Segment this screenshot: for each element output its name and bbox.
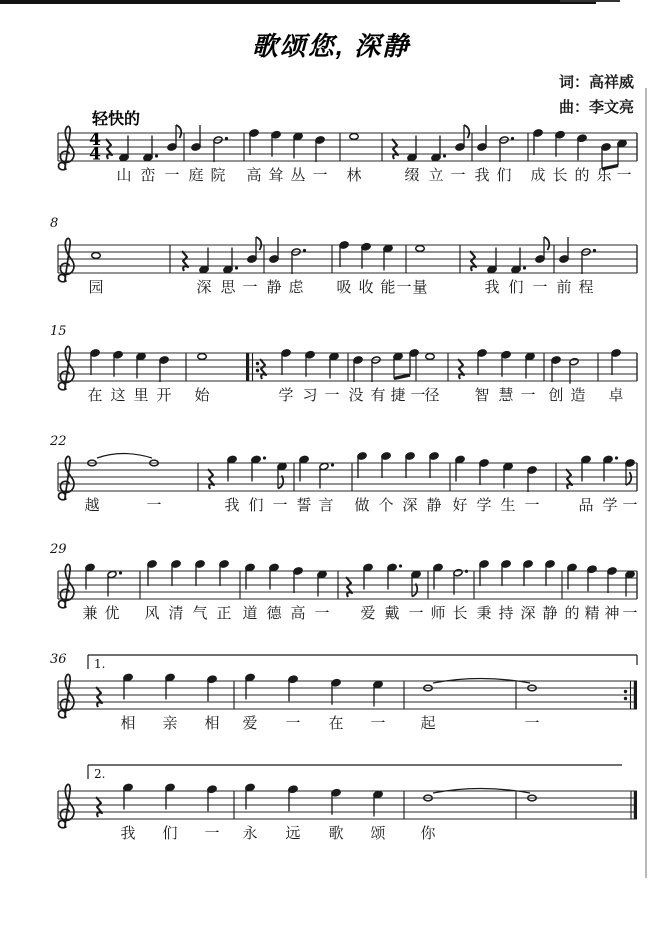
measure-number: 22 <box>50 434 67 449</box>
quarter-rest <box>470 251 476 271</box>
lyric-syllable: 乐 <box>596 167 612 184</box>
lyric-syllable: 能 <box>380 279 396 296</box>
lyric-syllable: 高 <box>246 167 262 184</box>
lyric-syllable: 一 <box>616 167 632 184</box>
augmentation-dot <box>331 463 334 466</box>
lyric-syllable: 长 <box>452 605 468 622</box>
augmentation-dot <box>263 456 266 459</box>
note-head <box>350 134 359 140</box>
lyric-syllable: 们 <box>508 279 524 296</box>
eighth-flag <box>464 125 469 138</box>
lyric-syllable: 爱 <box>360 605 376 622</box>
lyric-syllable: 一 <box>314 605 330 622</box>
lyric-syllable: 品 <box>578 497 594 514</box>
note-head <box>416 246 425 252</box>
lyric-syllable: 吸 <box>336 279 352 296</box>
lyric-syllable: 起 <box>420 715 436 732</box>
lyric-syllable: 做 <box>354 497 370 514</box>
quarter-rest <box>96 797 102 817</box>
staff-system-2 <box>0 189 662 301</box>
lyric-syllable: 个 <box>378 497 394 514</box>
quarter-rest <box>392 139 398 159</box>
song-title: 歌颂您, 深静 <box>251 31 411 61</box>
repeat-dot <box>624 697 627 700</box>
augmentation-dot <box>399 564 402 567</box>
lyric-syllable: 丛 <box>290 167 306 184</box>
lyric-syllable: 一 <box>164 167 180 184</box>
lyric-syllable: 相 <box>120 715 136 732</box>
composer-credit: 曲：李文亮 <box>558 99 634 116</box>
lyric-syllable: 智 <box>474 387 490 404</box>
lyric-syllable: 一 <box>396 279 412 296</box>
lyric-syllable: 道 <box>242 605 258 622</box>
augmentation-dot <box>235 266 238 269</box>
lyric-syllable: 誓 <box>296 497 312 514</box>
lyric-syllable: 造 <box>570 387 586 404</box>
lyric-syllable: 这 <box>110 387 126 404</box>
lyric-syllable: 立 <box>428 167 444 184</box>
lyric-syllable: 创 <box>548 387 564 404</box>
lyric-syllable: 戴 <box>384 605 400 622</box>
measure-number: 15 <box>50 324 67 339</box>
staff-system-4 <box>0 407 662 519</box>
note-head <box>198 354 207 360</box>
lyric-syllable: 一 <box>410 387 426 404</box>
quarter-rest <box>106 139 112 159</box>
final-bar-thick <box>634 791 637 819</box>
lyric-syllable: 歌 <box>328 825 344 842</box>
lyric-syllable: 我 <box>484 279 500 296</box>
augmentation-dot <box>303 249 306 252</box>
repeat-dot <box>256 369 259 372</box>
lyric-syllable: 在 <box>87 387 103 404</box>
lyric-syllable: 颂 <box>370 825 386 842</box>
lyric-syllable: 捷 <box>390 387 406 404</box>
staff-system-3 <box>0 297 662 409</box>
lyric-syllable: 兼 <box>82 605 98 622</box>
tempo-marking: 轻快的 <box>92 111 141 128</box>
lyric-syllable: 庭 <box>188 167 204 184</box>
staff-system-6 <box>0 625 662 737</box>
lyric-syllable: 峦 <box>140 167 156 184</box>
lyric-syllable: 生 <box>500 497 516 514</box>
lyric-syllable: 们 <box>496 167 512 184</box>
repeat-dot <box>256 362 259 365</box>
lyric-syllable: 师 <box>430 605 446 622</box>
staff-system-5 <box>0 515 662 627</box>
quarter-rest <box>346 577 352 597</box>
lyric-syllable: 一 <box>524 497 540 514</box>
lyric-syllable: 山 <box>116 167 132 184</box>
measure-number: 8 <box>50 216 59 231</box>
lyric-syllable: 慧 <box>498 387 514 404</box>
augmentation-dot <box>225 137 228 140</box>
lyric-syllable: 一 <box>622 605 638 622</box>
lyric-syllable: 远 <box>285 825 301 842</box>
lyric-syllable: 程 <box>578 279 594 296</box>
lyric-syllable: 院 <box>210 167 226 184</box>
lyric-syllable: 深 <box>196 279 212 296</box>
augmentation-dot <box>511 137 514 140</box>
beam <box>394 375 410 379</box>
lyric-syllable: 深 <box>402 497 418 514</box>
lyric-syllable: 学 <box>602 497 618 514</box>
augmentation-dot <box>615 456 618 459</box>
lyric-syllable: 秉 <box>476 605 492 622</box>
lyric-syllable: 们 <box>162 825 178 842</box>
time-signature-bottom: 4 <box>89 144 101 165</box>
tie <box>97 454 152 459</box>
lyric-syllable: 相 <box>204 715 220 732</box>
staff-system-7 <box>0 735 662 847</box>
lyric-syllable: 神 <box>604 605 620 622</box>
volta-label: 1. <box>94 657 106 671</box>
eighth-flag <box>256 237 261 250</box>
lyric-syllable: 量 <box>412 279 428 296</box>
lyric-syllable: 前 <box>556 279 572 296</box>
lyric-syllable: 一 <box>524 715 540 732</box>
lyric-syllable: 好 <box>452 497 468 514</box>
quarter-rest <box>566 469 572 489</box>
lyric-syllable: 静 <box>542 605 558 622</box>
lyric-syllable: 你 <box>420 825 436 842</box>
lyric-syllable: 气 <box>192 605 208 622</box>
eighth-flag <box>626 472 631 485</box>
lyric-syllable: 言 <box>318 497 334 514</box>
lyricist-credit: 词：高祥威 <box>558 74 634 91</box>
lyric-syllable: 始 <box>194 387 210 404</box>
lyric-syllable: 耸 <box>268 167 284 184</box>
lyric-syllable: 我 <box>224 497 240 514</box>
lyric-syllable: 静 <box>426 497 442 514</box>
note-head <box>92 253 101 259</box>
augmentation-dot <box>593 249 596 252</box>
lyric-syllable: 一 <box>272 497 288 514</box>
lyric-syllable: 习 <box>302 387 318 404</box>
augmentation-dot <box>465 570 468 573</box>
lyric-syllable: 我 <box>120 825 136 842</box>
lyric-syllable: 永 <box>242 825 258 842</box>
volta-label: 2. <box>94 767 106 781</box>
lyric-syllable: 一 <box>370 715 386 732</box>
quarter-rest <box>96 687 102 707</box>
repeat-end-thick <box>634 681 637 709</box>
quarter-rest <box>208 469 214 489</box>
lyric-syllable: 风 <box>144 605 160 622</box>
lyric-syllable: 精 <box>584 605 600 622</box>
lyric-syllable: 持 <box>498 605 514 622</box>
measure-number: 29 <box>50 542 67 557</box>
lyric-syllable: 林 <box>346 167 362 184</box>
quarter-rest <box>182 251 188 271</box>
lyric-syllable: 一 <box>146 497 162 514</box>
lyric-syllable: 一 <box>204 825 220 842</box>
lyric-syllable: 一 <box>520 387 536 404</box>
augmentation-dot <box>119 571 122 574</box>
augmentation-dot <box>443 154 446 157</box>
lyric-syllable: 卓 <box>608 387 624 404</box>
lyric-syllable: 优 <box>104 605 120 622</box>
lyric-syllable: 学 <box>278 387 294 404</box>
lyric-syllable: 虑 <box>288 279 304 296</box>
eighth-flag <box>544 237 549 250</box>
lyric-syllable: 径 <box>424 387 440 404</box>
lyric-syllable: 成 <box>530 167 546 184</box>
lyric-syllable: 深 <box>520 605 536 622</box>
lyric-syllable: 有 <box>370 387 386 404</box>
lyric-syllable: 高 <box>290 605 306 622</box>
lyric-syllable: 收 <box>358 279 374 296</box>
lyric-syllable: 亲 <box>162 715 178 732</box>
staff-system-1 <box>0 77 662 189</box>
lyric-syllable: 学 <box>476 497 492 514</box>
lyric-syllable: 里 <box>133 387 149 404</box>
scan-top-border <box>0 0 596 4</box>
lyric-syllable: 一 <box>450 167 466 184</box>
quarter-rest <box>260 359 266 379</box>
lyric-syllable: 的 <box>564 605 580 622</box>
lyric-syllable: 一 <box>242 279 258 296</box>
lyric-syllable: 越 <box>84 497 100 514</box>
scan-top-border-fade <box>560 0 620 2</box>
lyric-syllable: 缀 <box>404 167 420 184</box>
lyric-syllable: 一 <box>324 387 340 404</box>
augmentation-dot <box>155 154 158 157</box>
time-signature-top: 4 <box>89 130 101 150</box>
lyric-syllable: 我 <box>474 167 490 184</box>
lyric-syllable: 正 <box>216 605 232 622</box>
lyric-syllable: 长 <box>552 167 568 184</box>
lyric-syllable: 开 <box>156 387 172 404</box>
lyric-syllable: 清 <box>168 605 184 622</box>
repeat-dot <box>624 690 627 693</box>
lyric-syllable: 一 <box>312 167 328 184</box>
eighth-flag <box>176 125 181 138</box>
measure-number: 36 <box>50 652 67 667</box>
lyric-syllable: 德 <box>266 605 282 622</box>
lyric-syllable: 一 <box>408 605 424 622</box>
lyric-syllable: 的 <box>574 167 590 184</box>
quarter-rest <box>458 359 464 379</box>
repeat-start-thick <box>246 353 249 381</box>
lyric-syllable: 爱 <box>242 715 258 732</box>
lyric-syllable: 园 <box>88 279 104 296</box>
lyric-syllable: 没 <box>348 387 364 404</box>
lyric-syllable: 一 <box>532 279 548 296</box>
lyric-syllable: 在 <box>328 715 344 732</box>
lyric-syllable: 静 <box>266 279 282 296</box>
lyric-syllable: 们 <box>248 497 264 514</box>
note-head <box>426 354 435 360</box>
lyric-syllable: 一 <box>285 715 301 732</box>
lyric-syllable: 一 <box>622 497 638 514</box>
lyric-syllable: 思 <box>220 279 236 296</box>
augmentation-dot <box>523 266 526 269</box>
